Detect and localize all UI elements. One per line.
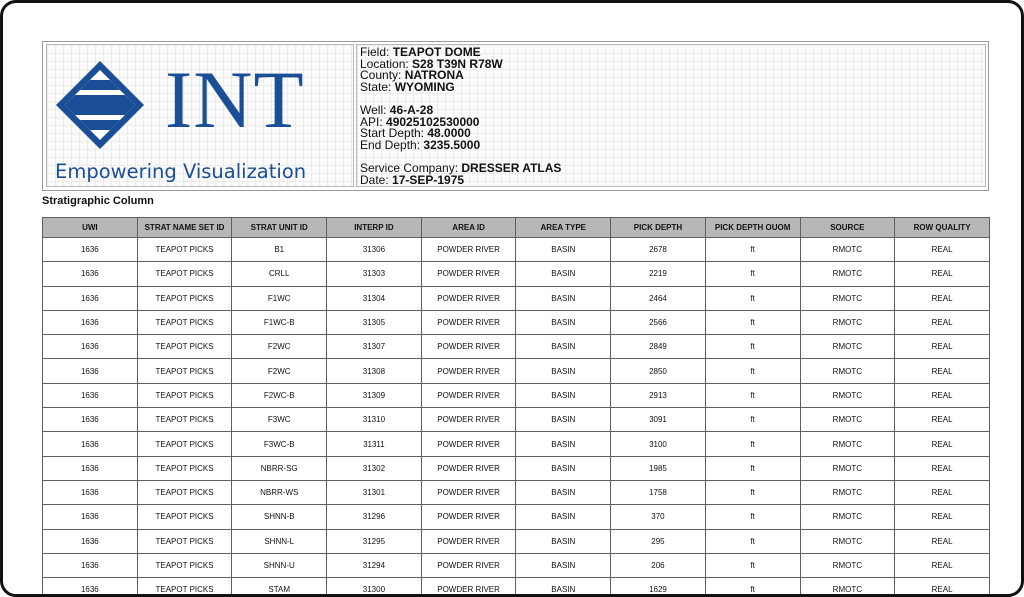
table-cell: TEAPOT PICKS <box>137 383 232 407</box>
int-diamond-logo-icon <box>54 59 146 151</box>
table-cell: TEAPOT PICKS <box>137 553 232 577</box>
table-cell: TEAPOT PICKS <box>137 335 232 359</box>
table-cell: BASIN <box>516 310 611 334</box>
table-cell: REAL <box>895 408 990 432</box>
table-cell: POWDER RIVER <box>421 262 516 286</box>
table-cell: REAL <box>895 578 990 597</box>
table-cell: 31302 <box>327 456 422 480</box>
table-cell: TEAPOT PICKS <box>137 359 232 383</box>
column-header: AREA ID <box>421 218 516 238</box>
table-cell: POWDER RIVER <box>421 286 516 310</box>
table-cell: F2WC <box>232 335 327 359</box>
table-row <box>43 286 990 310</box>
service-company-label: Service Company: <box>360 160 459 175</box>
field-value: TEAPOT DOME <box>392 45 481 59</box>
table-cell: 1636 <box>43 359 138 383</box>
table-row <box>43 310 990 334</box>
date-line <box>360 172 985 187</box>
service-company-value: DRESSER ATLAS <box>461 160 562 175</box>
table-cell: 31306 <box>327 238 422 262</box>
table-cell: 31301 <box>327 480 422 504</box>
table-cell: 1636 <box>43 432 138 456</box>
table-cell: BASIN <box>516 529 611 553</box>
table-cell: TEAPOT PICKS <box>137 310 232 334</box>
table-cell: REAL <box>895 456 990 480</box>
well-value: 46-A-28 <box>389 102 434 117</box>
column-header: UWI <box>43 218 138 238</box>
location-value: S28 T39N R78W <box>412 56 503 71</box>
table-row <box>43 480 990 504</box>
table-row <box>43 505 990 529</box>
table-cell: POWDER RIVER <box>421 578 516 597</box>
table-cell: 1636 <box>43 408 138 432</box>
end-depth-value: 3235.5000 <box>423 137 481 152</box>
report-header <box>42 41 989 191</box>
table-cell: RMOTC <box>800 529 895 553</box>
table-cell: BASIN <box>516 286 611 310</box>
table-cell: POWDER RIVER <box>421 383 516 407</box>
table-cell: BASIN <box>516 456 611 480</box>
table-cell: 31300 <box>327 578 422 597</box>
table-cell: POWDER RIVER <box>421 238 516 262</box>
table-cell: REAL <box>895 432 990 456</box>
table-cell: ft <box>705 505 800 529</box>
table-row <box>43 432 990 456</box>
table-cell: SHNN-U <box>232 553 327 577</box>
table-cell: ft <box>705 262 800 286</box>
column-header: INTERP ID <box>327 218 422 238</box>
table-cell: RMOTC <box>800 286 895 310</box>
section-title: Stratigraphic Column <box>42 195 154 207</box>
start-depth-value: 48.0000 <box>427 126 471 141</box>
table-cell: REAL <box>895 262 990 286</box>
table-row <box>43 335 990 359</box>
table-cell: BASIN <box>516 408 611 432</box>
table-cell: 206 <box>611 553 706 577</box>
table-row <box>43 262 990 286</box>
table-header-row <box>43 218 990 238</box>
table-cell: 2678 <box>611 238 706 262</box>
table-cell: 31310 <box>327 408 422 432</box>
table-cell: 2566 <box>611 310 706 334</box>
table-cell: SHNN-B <box>232 505 327 529</box>
start-depth-label: Start Depth: <box>360 126 425 141</box>
table-cell: POWDER RIVER <box>421 505 516 529</box>
table-cell: POWDER RIVER <box>421 529 516 553</box>
table-cell: POWDER RIVER <box>421 480 516 504</box>
table-cell: RMOTC <box>800 359 895 383</box>
table-cell: 1636 <box>43 262 138 286</box>
column-header: AREA TYPE <box>516 218 611 238</box>
column-header: PICK DEPTH <box>611 218 706 238</box>
column-header: SOURCE <box>800 218 895 238</box>
table-cell: POWDER RIVER <box>421 432 516 456</box>
table-cell: 1636 <box>43 529 138 553</box>
table-cell: ft <box>705 310 800 334</box>
table-cell: 1636 <box>43 238 138 262</box>
table-cell: 1636 <box>43 578 138 597</box>
api-value: 49025102530000 <box>386 114 480 129</box>
table-cell: ft <box>705 238 800 262</box>
table-cell: TEAPOT PICKS <box>137 456 232 480</box>
table-cell: RMOTC <box>800 505 895 529</box>
table-row <box>43 578 990 597</box>
table-cell: BASIN <box>516 335 611 359</box>
table-cell: 31295 <box>327 529 422 553</box>
table-cell: 1636 <box>43 456 138 480</box>
table-cell: RMOTC <box>800 432 895 456</box>
column-header: STRAT UNIT ID <box>232 218 327 238</box>
table-cell: F3WC-B <box>232 432 327 456</box>
table-cell: POWDER RIVER <box>421 310 516 334</box>
table-cell: 2849 <box>611 335 706 359</box>
table-cell: TEAPOT PICKS <box>137 578 232 597</box>
table-cell: REAL <box>895 529 990 553</box>
table-cell: 1629 <box>611 578 706 597</box>
table-cell: 2913 <box>611 383 706 407</box>
table-cell: REAL <box>895 310 990 334</box>
table-cell: 31308 <box>327 359 422 383</box>
table-cell: CRLL <box>232 262 327 286</box>
table-row <box>43 408 990 432</box>
well-info-panel <box>356 44 986 187</box>
table-cell: RMOTC <box>800 408 895 432</box>
table-cell: 31303 <box>327 262 422 286</box>
table-cell: 3091 <box>611 408 706 432</box>
table-row <box>43 456 990 480</box>
api-label: API: <box>360 114 383 129</box>
table-cell: F2WC <box>232 359 327 383</box>
table-row <box>43 238 990 262</box>
table-cell: 31305 <box>327 310 422 334</box>
table-cell: REAL <box>895 505 990 529</box>
table-cell: REAL <box>895 383 990 407</box>
end-depth-label: End Depth: <box>360 137 421 152</box>
table-cell: 1636 <box>43 480 138 504</box>
table-cell: NBRR-WS <box>232 480 327 504</box>
table-cell: 31307 <box>327 335 422 359</box>
table-cell: NBRR-SG <box>232 456 327 480</box>
table-cell: 2464 <box>611 286 706 310</box>
table-cell: BASIN <box>516 383 611 407</box>
table-cell: F1WC <box>232 286 327 310</box>
table-cell: 1636 <box>43 335 138 359</box>
column-header: ROW QUALITY <box>895 218 990 238</box>
table-cell: ft <box>705 432 800 456</box>
logo-panel <box>46 44 354 187</box>
table-cell: 3100 <box>611 432 706 456</box>
table-cell: ft <box>705 335 800 359</box>
table-cell: RMOTC <box>800 578 895 597</box>
logo-tagline: Empowering Visualization <box>55 160 307 183</box>
table-cell: 2850 <box>611 359 706 383</box>
table-cell: ft <box>705 383 800 407</box>
table-cell: RMOTC <box>800 383 895 407</box>
field-label: Field: <box>360 45 390 59</box>
table-cell: BASIN <box>516 262 611 286</box>
table-cell: 31296 <box>327 505 422 529</box>
table-cell: REAL <box>895 359 990 383</box>
table-cell: ft <box>705 578 800 597</box>
table-cell: SHNN-L <box>232 529 327 553</box>
table-cell: POWDER RIVER <box>421 335 516 359</box>
logo-wordmark: INT <box>165 54 305 145</box>
table-cell: ft <box>705 456 800 480</box>
table-cell: 1636 <box>43 310 138 334</box>
table-cell: 1636 <box>43 383 138 407</box>
table-cell: ft <box>705 529 800 553</box>
date-label: Date: <box>360 172 389 187</box>
table-body <box>43 238 990 597</box>
table-cell: ft <box>705 286 800 310</box>
table-cell: POWDER RIVER <box>421 553 516 577</box>
table-cell: TEAPOT PICKS <box>137 432 232 456</box>
table-cell: BASIN <box>516 480 611 504</box>
table-row <box>43 359 990 383</box>
table-cell: 31311 <box>327 432 422 456</box>
table-cell: 31294 <box>327 553 422 577</box>
table-cell: REAL <box>895 553 990 577</box>
table-row <box>43 529 990 553</box>
table-cell: TEAPOT PICKS <box>137 505 232 529</box>
column-header: PICK DEPTH OUOM <box>705 218 800 238</box>
table-row <box>43 383 990 407</box>
state-label: State: <box>360 79 392 94</box>
table-cell: 1636 <box>43 286 138 310</box>
table-cell: TEAPOT PICKS <box>137 238 232 262</box>
table-cell: BASIN <box>516 238 611 262</box>
county-value: NATRONA <box>404 68 464 83</box>
table-cell: REAL <box>895 238 990 262</box>
table-cell: BASIN <box>516 553 611 577</box>
column-header: STRAT NAME SET ID <box>137 218 232 238</box>
table-cell: TEAPOT PICKS <box>137 480 232 504</box>
table-cell: 31309 <box>327 383 422 407</box>
table-row <box>43 553 990 577</box>
table-cell: POWDER RIVER <box>421 359 516 383</box>
table-cell: RMOTC <box>800 262 895 286</box>
table-cell: ft <box>705 480 800 504</box>
state-line <box>360 79 985 94</box>
table-cell: 31304 <box>327 286 422 310</box>
table-cell: BASIN <box>516 578 611 597</box>
table-cell: RMOTC <box>800 238 895 262</box>
table-cell: ft <box>705 408 800 432</box>
table-cell: TEAPOT PICKS <box>137 286 232 310</box>
table-cell: F1WC-B <box>232 310 327 334</box>
table-cell: 1758 <box>611 480 706 504</box>
table-cell: 2219 <box>611 262 706 286</box>
table-cell: POWDER RIVER <box>421 408 516 432</box>
table-cell: REAL <box>895 335 990 359</box>
table-cell: REAL <box>895 286 990 310</box>
date-value: 17-SEP-1975 <box>392 172 465 187</box>
table-cell: RMOTC <box>800 310 895 334</box>
table-cell: 1636 <box>43 505 138 529</box>
table-cell: TEAPOT PICKS <box>137 529 232 553</box>
table-cell: POWDER RIVER <box>421 456 516 480</box>
table-cell: F3WC <box>232 408 327 432</box>
table-cell: ft <box>705 553 800 577</box>
location-label: Location: <box>360 56 409 71</box>
table-cell: TEAPOT PICKS <box>137 408 232 432</box>
table-cell: 1985 <box>611 456 706 480</box>
table-cell: REAL <box>895 480 990 504</box>
table-cell: 295 <box>611 529 706 553</box>
end-depth-line <box>360 137 985 152</box>
state-value: WYOMING <box>394 79 455 94</box>
table-cell: B1 <box>232 238 327 262</box>
table-cell: 370 <box>611 505 706 529</box>
table-cell: RMOTC <box>800 553 895 577</box>
table-cell: F2WC-B <box>232 383 327 407</box>
table-cell: STAM <box>232 578 327 597</box>
table-cell: BASIN <box>516 505 611 529</box>
stratigraphic-table <box>42 217 990 597</box>
table-cell: BASIN <box>516 359 611 383</box>
county-label: County: <box>360 68 402 83</box>
table-cell: RMOTC <box>800 335 895 359</box>
well-label: Well: <box>360 102 387 117</box>
table-cell: TEAPOT PICKS <box>137 262 232 286</box>
table-cell: RMOTC <box>800 480 895 504</box>
table-cell: RMOTC <box>800 456 895 480</box>
table-cell: BASIN <box>516 432 611 456</box>
table-cell: ft <box>705 359 800 383</box>
table-cell: 1636 <box>43 553 138 577</box>
